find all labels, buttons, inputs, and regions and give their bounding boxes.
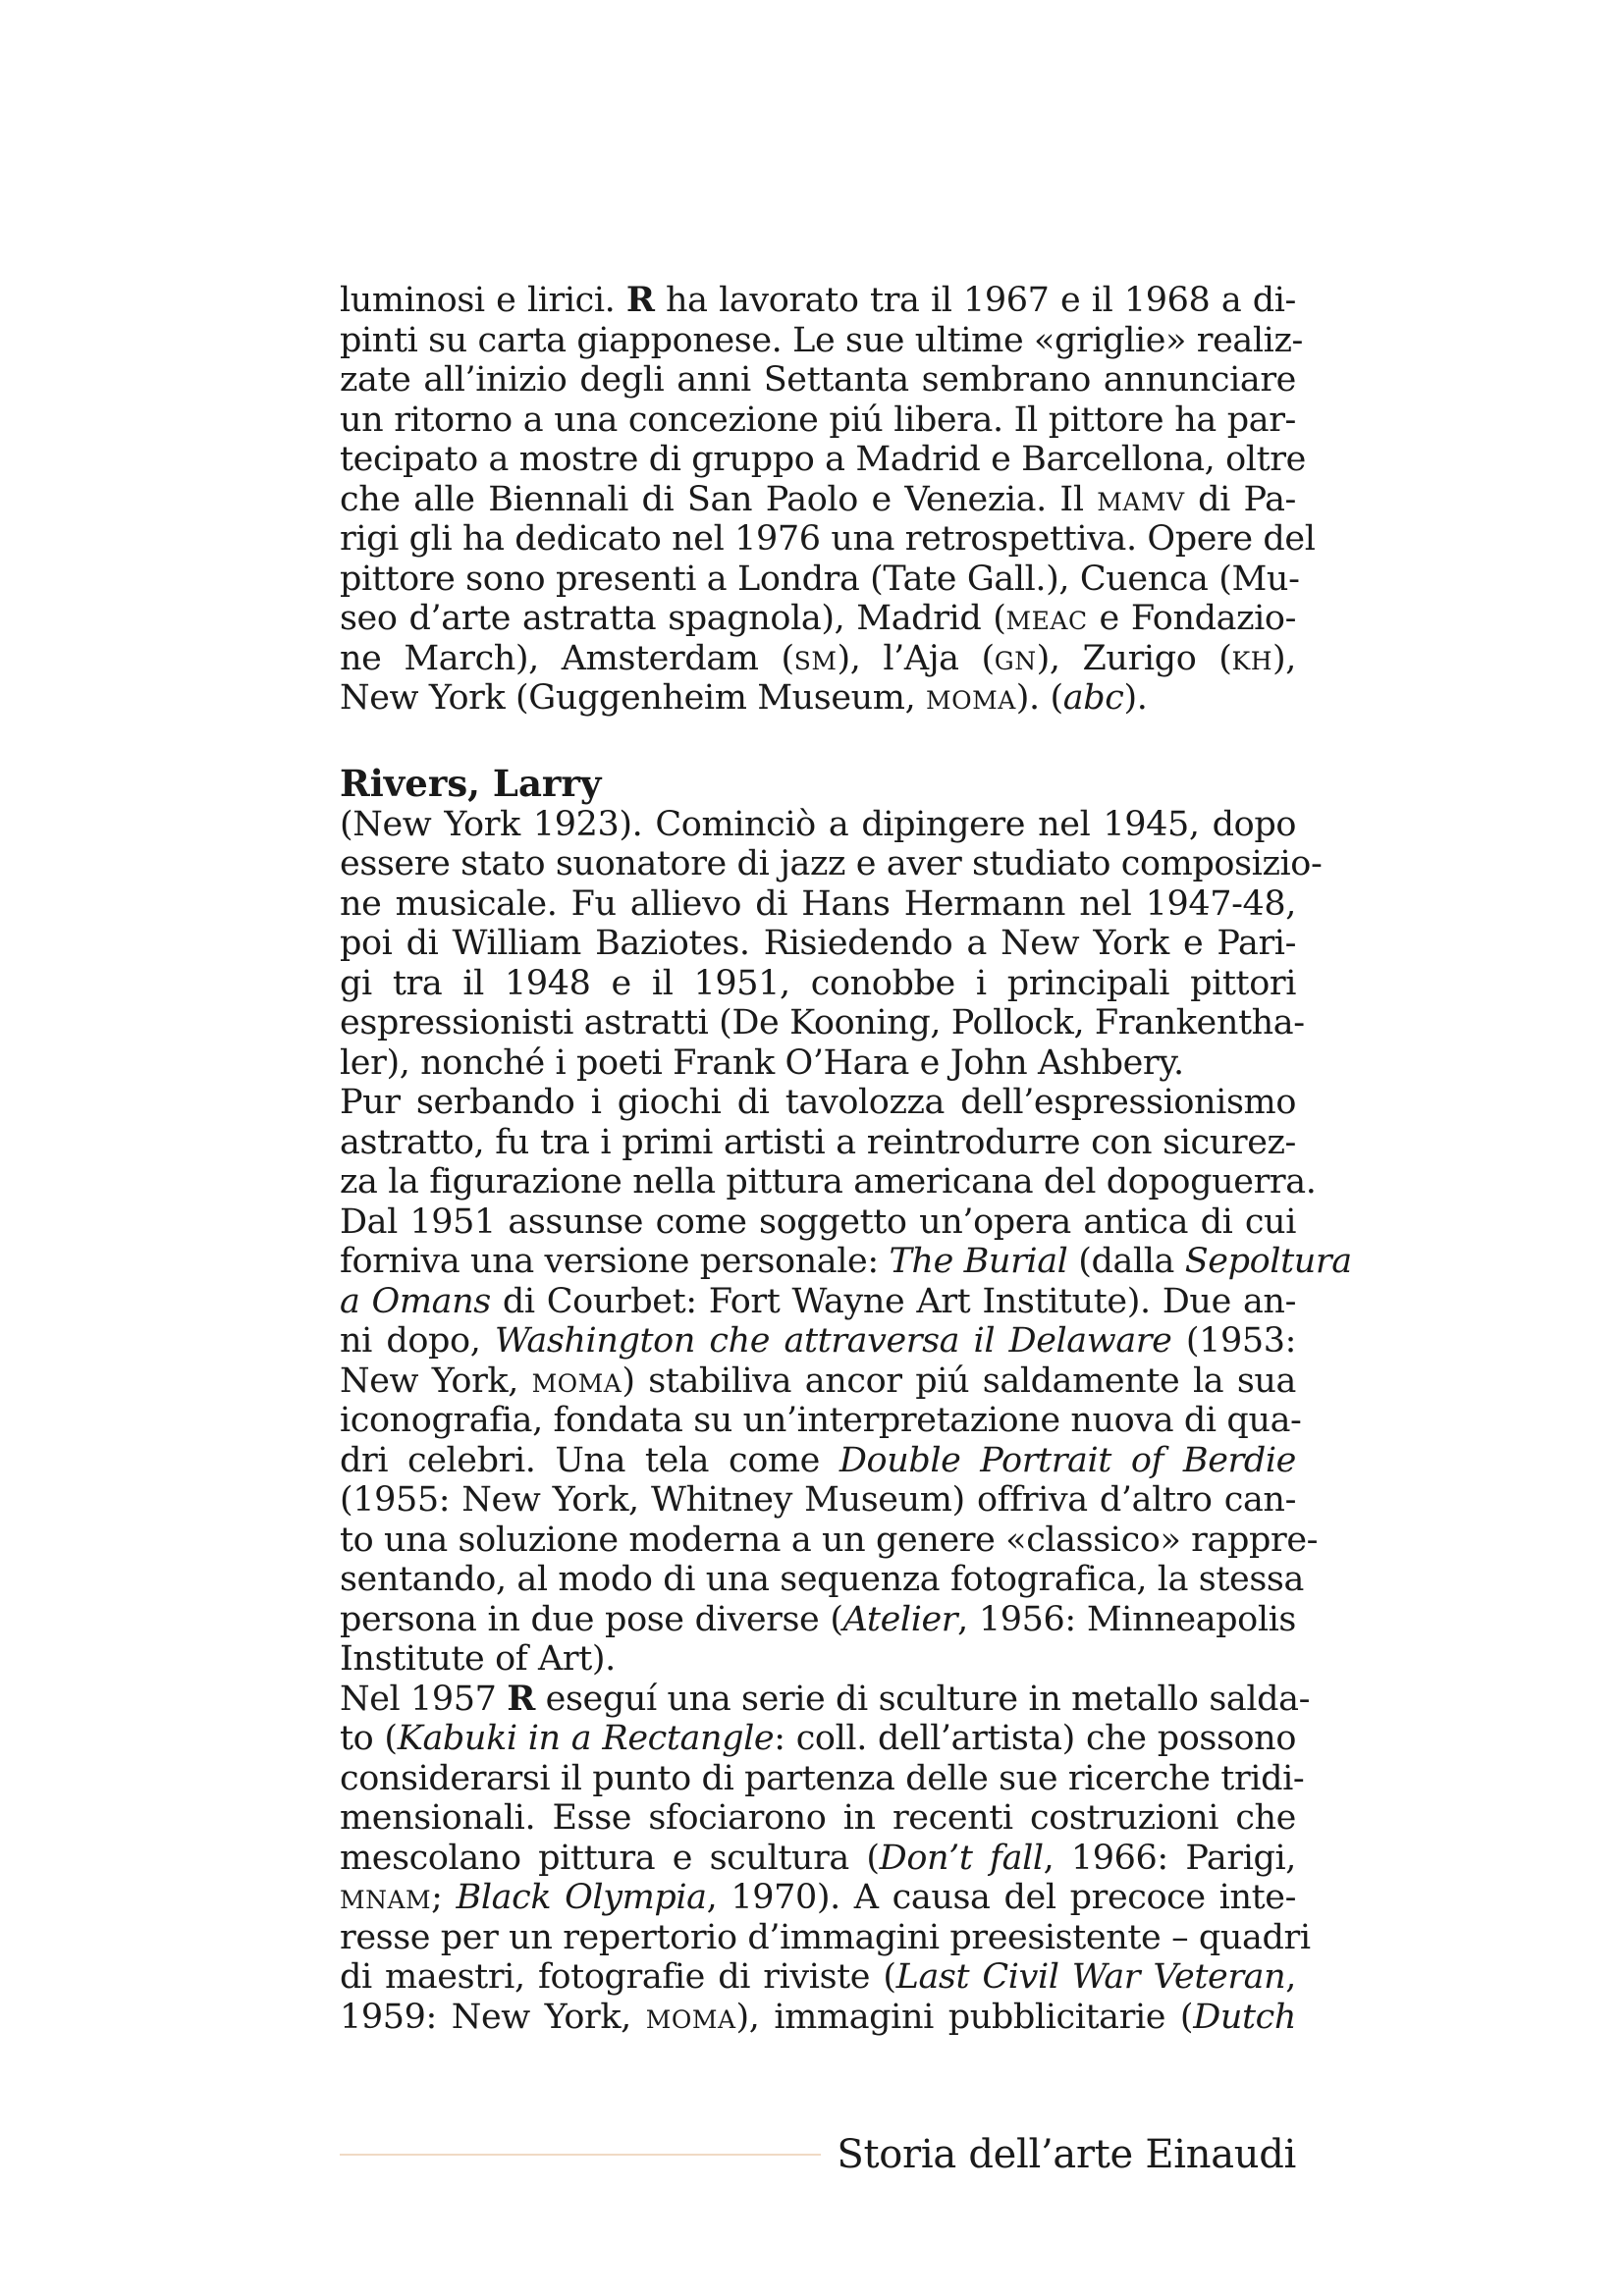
- text-run: persona in due pose diverse (: [340, 1599, 843, 1639]
- italic-title: Black Olympia: [456, 1878, 707, 1917]
- text-run: di Pa-: [1184, 479, 1296, 519]
- text-run: ), immagini pubblicitarie (: [735, 1997, 1194, 2037]
- footer-rule: [340, 2154, 821, 2156]
- body-line: [340, 1321, 1296, 1362]
- text-run: forniva una versione personale:: [340, 1242, 890, 1281]
- italic-title: Kabuki in a Rectangle: [397, 1719, 775, 1758]
- italic-title: Dutch: [1193, 1997, 1297, 2037]
- text-run: to una soluzione moderna a un genere «classico» rappre-: [340, 1520, 1319, 1560]
- text-run: mensionali. Esse sfociarono in recenti costruzioni che: [340, 1798, 1296, 1838]
- bold-initial: R: [507, 1678, 535, 1719]
- text-run: za la figurazione nella pittura americana del dopoguerra.: [340, 1162, 1317, 1201]
- body-line: [340, 1917, 1311, 1958]
- text-run: di Courbet: Fort Wayne Art Institute). Due an-: [490, 1281, 1296, 1321]
- intro-line: [340, 360, 1296, 400]
- intro-paragraph: [340, 280, 1316, 719]
- acronym: meac: [1005, 599, 1088, 638]
- italic-title: Last Civil War Veteran: [895, 1957, 1286, 1997]
- text-run: espressionisti astratti (De Kooning, Pollock, Frankentha-: [340, 1003, 1305, 1042]
- text-run: zate all’inizio degli anni Settanta sembrano annunciare: [340, 360, 1296, 400]
- text-run: ;: [431, 1878, 457, 1917]
- text-run: poi di William Baziotes. Risiedendo a New York e Pari-: [340, 924, 1296, 963]
- text-run: pinti su carta giapponese. Le sue ultime «griglie» realiz-: [340, 320, 1303, 360]
- italic-title: Sepoltura: [1184, 1242, 1352, 1281]
- text-run: pittore sono presenti a Londra (Tate Gall.), Cuenca (Mu-: [340, 559, 1300, 599]
- body-line: [340, 1162, 1317, 1202]
- body-line: [340, 1083, 1296, 1123]
- body-line: [340, 1719, 1296, 1759]
- body-line: [340, 1878, 1296, 1918]
- acronym: mnam: [340, 1878, 432, 1917]
- text-run: Institute of Art).: [340, 1639, 616, 1679]
- intro-line: [340, 480, 1296, 520]
- acronym: kh: [1231, 638, 1272, 678]
- body-line: [340, 1282, 1296, 1322]
- acronym: gn: [994, 638, 1037, 678]
- intro-line: [340, 519, 1316, 560]
- text-run: (New York 1923). Cominciò a dipingere nel 1945, dopo: [340, 804, 1296, 844]
- text-run: e Fondazio-: [1087, 599, 1297, 638]
- text-run: , 1966: Parigi,: [1043, 1838, 1297, 1878]
- text-run: New York,: [340, 1361, 532, 1401]
- text-run: essere stato suonatore di jazz e aver studiato composizio-: [340, 844, 1323, 883]
- text-run: Dal 1951 assunse come soggetto un’opera antica di cui: [340, 1201, 1296, 1242]
- text-run: dri celebri. Una tela come: [340, 1440, 839, 1480]
- intro-line: [340, 599, 1296, 639]
- body-line: [340, 1957, 1296, 1998]
- bold-initial: R: [625, 280, 655, 320]
- body-line: [340, 1560, 1304, 1600]
- italic-title: Double Portrait of Berdie: [839, 1440, 1296, 1480]
- section-gap: [340, 719, 1296, 762]
- text-run: ne March), Amsterdam (: [340, 638, 794, 678]
- text-run: ler), nonché i poeti Frank O’Hara e John Ashbery.: [340, 1042, 1184, 1083]
- body-line: [340, 1839, 1296, 1879]
- text-run: New York (Guggenheim Museum,: [340, 678, 927, 718]
- acronym: moma: [531, 1361, 622, 1401]
- body-line: [340, 1043, 1296, 1084]
- text-column: [340, 280, 1352, 2037]
- text-run: ) stabiliva ancor piú saldamente la sua: [622, 1361, 1297, 1401]
- text-run: ,: [1285, 1957, 1296, 1997]
- body-line: [340, 1401, 1302, 1441]
- acronym: moma: [926, 678, 1016, 718]
- text-run: to (: [340, 1719, 398, 1758]
- text-run: iconografia, fondata su un’interpretazione nuova di qua-: [340, 1401, 1302, 1440]
- text-run: ), l’Aja (: [837, 638, 995, 678]
- text-run: (dalla: [1067, 1242, 1185, 1281]
- text-run: ha lavorato tra il 1967 e il 1968 a di-: [654, 281, 1296, 320]
- body-line: [340, 1520, 1319, 1561]
- text-run: che alle Biennali di San Paolo e Venezia. Il: [340, 479, 1098, 519]
- text-run: mescolano pittura e scultura (: [340, 1838, 880, 1878]
- text-run: luminosi e lirici.: [340, 281, 626, 320]
- body-line: [340, 1362, 1296, 1402]
- italic-title: Atelier: [842, 1599, 958, 1639]
- text-run: 1959: New York,: [340, 1997, 646, 2037]
- text-run: seo d’arte astratta spagnola), Madrid (: [340, 599, 1006, 638]
- italic-title: a Omans: [340, 1281, 491, 1321]
- body-line: [340, 1758, 1305, 1799]
- entry-title: Rivers, Larry: [340, 761, 602, 805]
- entry-body: [340, 804, 1352, 2038]
- text-run: ne musicale. Fu allievo di Hans Hermann nel 1947-48,: [340, 883, 1296, 924]
- italic-title: Don’t fall: [879, 1838, 1044, 1878]
- body-line: [340, 1600, 1296, 1640]
- text-run: astratto, fu tra i primi artisti a reintrodurre con sicurez-: [340, 1122, 1296, 1162]
- text-run: resse per un repertorio d’immagini preesistente – quadri: [340, 1917, 1311, 1957]
- body-line: [340, 1798, 1296, 1839]
- intro-line: [340, 678, 1296, 719]
- text-run: , 1970). A causa del precoce inte-: [706, 1878, 1296, 1917]
- text-run: Pur serbando i giochi di tavolozza dell’espressionismo: [340, 1083, 1296, 1122]
- footer-title: Storia dell’arte Einaudi: [837, 2132, 1296, 2177]
- text-run: gi tra il 1948 e il 1951, conobbe i principali pittori: [340, 963, 1296, 1003]
- text-run: considerarsi il punto di partenza delle sue ricerche tridi-: [340, 1758, 1305, 1798]
- text-run: un ritorno a una concezione piú libera. Il pittore ha par-: [340, 400, 1296, 440]
- body-line: [340, 844, 1323, 884]
- body-line: [340, 1639, 1296, 1680]
- intro-line: [340, 400, 1296, 441]
- intro-line: [340, 281, 1296, 321]
- body-line: [340, 924, 1296, 964]
- acronym: moma: [645, 1997, 736, 2037]
- body-line: [340, 964, 1296, 1004]
- text-run: sentando, al modo di una sequenza fotografica, la stessa: [340, 1560, 1304, 1599]
- text-run: rigi gli ha dedicato nel 1976 una retrospettiva. Opere del: [340, 519, 1316, 559]
- text-run: (1953:: [1171, 1321, 1296, 1361]
- body-line: [340, 884, 1296, 925]
- body-line: [340, 1202, 1296, 1243]
- text-run: ). (: [1015, 678, 1063, 718]
- acronym: sm: [793, 638, 838, 678]
- text-run: di maestri, fotografie di riviste (: [340, 1957, 896, 1997]
- acronym: mamv: [1097, 479, 1185, 519]
- italic-title: abc: [1062, 678, 1124, 718]
- intro-line: [340, 440, 1306, 480]
- text-run: : coll. dell’artista) che possono: [774, 1719, 1296, 1758]
- text-run: eseguí una serie di sculture in metallo salda-: [534, 1679, 1311, 1719]
- text-run: tecipato a mostre di gruppo a Madrid e Barcellona, oltre: [340, 440, 1306, 479]
- body-line: [340, 1998, 1296, 2038]
- text-run: ni dopo,: [340, 1321, 495, 1361]
- page-footer: [340, 2130, 1296, 2179]
- body-line: [340, 1678, 1311, 1720]
- italic-title: The Burial: [889, 1242, 1068, 1281]
- body-line: [340, 1003, 1305, 1043]
- body-line: [340, 1123, 1296, 1163]
- text-run: , 1956: Minneapolis: [957, 1599, 1296, 1639]
- text-run: ).: [1123, 678, 1148, 718]
- body-line: [340, 805, 1296, 845]
- body-line: [340, 1480, 1296, 1521]
- text-run: ), Zurigo (: [1036, 638, 1232, 678]
- body-line: [340, 1242, 1352, 1282]
- intro-line: [340, 559, 1300, 600]
- intro-line: [340, 320, 1303, 361]
- text-run: (1955: New York, Whitney Museum) offriva d’altro can-: [340, 1480, 1296, 1520]
- text-run: Nel 1957: [340, 1679, 508, 1719]
- intro-line: [340, 639, 1296, 679]
- body-line: [340, 1441, 1296, 1481]
- text-run: ),: [1272, 638, 1296, 678]
- italic-title: Washington che attraversa il Delaware: [494, 1321, 1172, 1361]
